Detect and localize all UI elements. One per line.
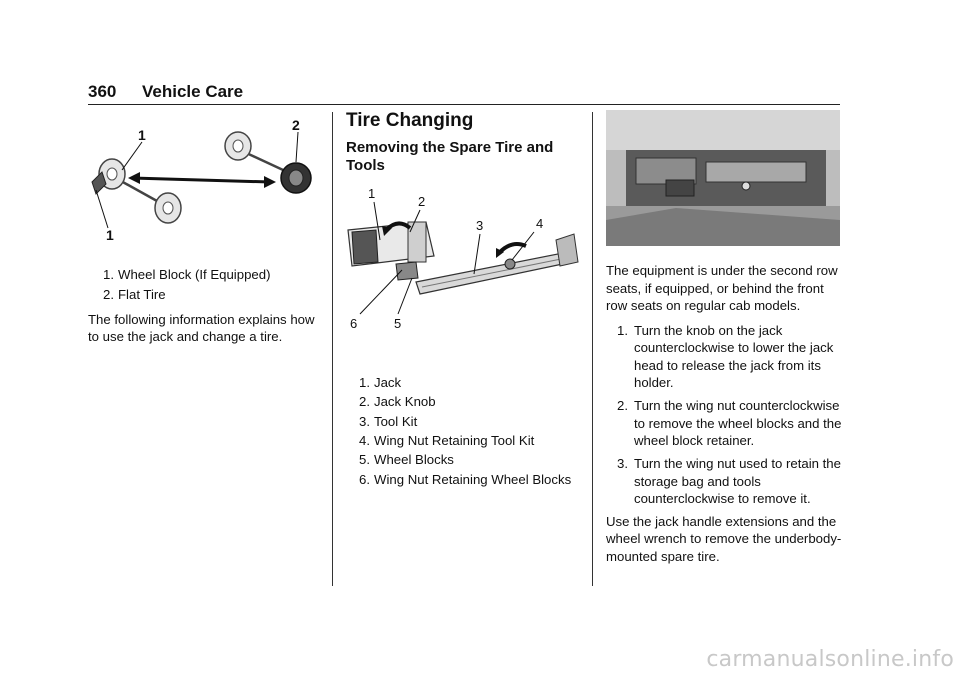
wheel-block-icon <box>396 262 418 280</box>
list-item: 2. Jack Knob <box>359 394 436 410</box>
middle-column <box>346 110 582 490</box>
right-column <box>606 110 842 573</box>
wing-nut-icon <box>742 182 750 190</box>
list-item: 5. Wheel Blocks <box>359 452 454 468</box>
callout-label: 4 <box>536 215 544 231</box>
wing-nut-icon <box>505 259 515 269</box>
diagonal-arrow <box>132 178 270 182</box>
watermark: carmanualsonline.info <box>706 647 954 672</box>
list-item: 1. Jack <box>359 375 402 391</box>
jack-and-tools-illustration <box>346 182 582 340</box>
storage-location-photo <box>606 110 840 246</box>
list-item: 3. Tool Kit <box>359 413 418 429</box>
column-divider <box>332 112 333 586</box>
tool-bag-icon <box>706 162 806 182</box>
callout-label: 6 <box>350 315 358 331</box>
callout-label: 3 <box>476 217 484 233</box>
list-item: 3. Turn the wing nut used to retain the storage bag and tools counterclockwise to remove it. <box>617 456 841 506</box>
section-title: Vehicle Care <box>142 82 244 101</box>
list-item: 1. Turn the knob on the jack counterclockwise to lower the jack head to release the jack from its holder. <box>617 323 834 391</box>
figure-legend <box>88 266 324 303</box>
figure-legend <box>346 374 582 488</box>
list-item: 6. Wing Nut Retaining Wheel Blocks <box>359 471 572 487</box>
subsection-heading: Removing the Spare Tire and Tools <box>346 139 554 174</box>
callout-label: 1 <box>368 185 376 201</box>
callout-label: 1 <box>138 127 146 143</box>
list-item: 2. Flat Tire <box>103 286 166 302</box>
page-header <box>88 82 840 105</box>
wheel-block-illustration <box>88 110 324 250</box>
callout-label: 1 <box>106 227 114 243</box>
callout-label: 2 <box>292 117 300 133</box>
wheel-block-icon <box>666 180 694 196</box>
left-column <box>88 110 324 353</box>
list-item: 2. Turn the wing nut counterclockwise to remove the wheel blocks and the wheel block retainer. <box>617 398 842 448</box>
intro-paragraph: The following information explains how to use the jack and change a tire. <box>88 311 315 345</box>
closing-paragraph: Use the jack handle extensions and the wheel wrench to remove the underbody-mounted spare tire. <box>606 514 842 564</box>
page-number: 360 <box>88 82 117 101</box>
list-item: 1. Wheel Block (If Equipped) <box>103 267 271 283</box>
section-heading: Tire Changing <box>346 110 474 131</box>
callout-label: 5 <box>394 315 402 331</box>
callout-label: 2 <box>418 193 426 209</box>
storage-intro: The equipment is under the second row seats, if equipped, or behind the front row seats on regular cab models. <box>606 263 838 313</box>
column-divider <box>592 112 593 586</box>
list-item: 4. Wing Nut Retaining Tool Kit <box>359 433 535 449</box>
removal-steps <box>606 322 842 507</box>
rotate-arrow-icon <box>500 244 526 252</box>
